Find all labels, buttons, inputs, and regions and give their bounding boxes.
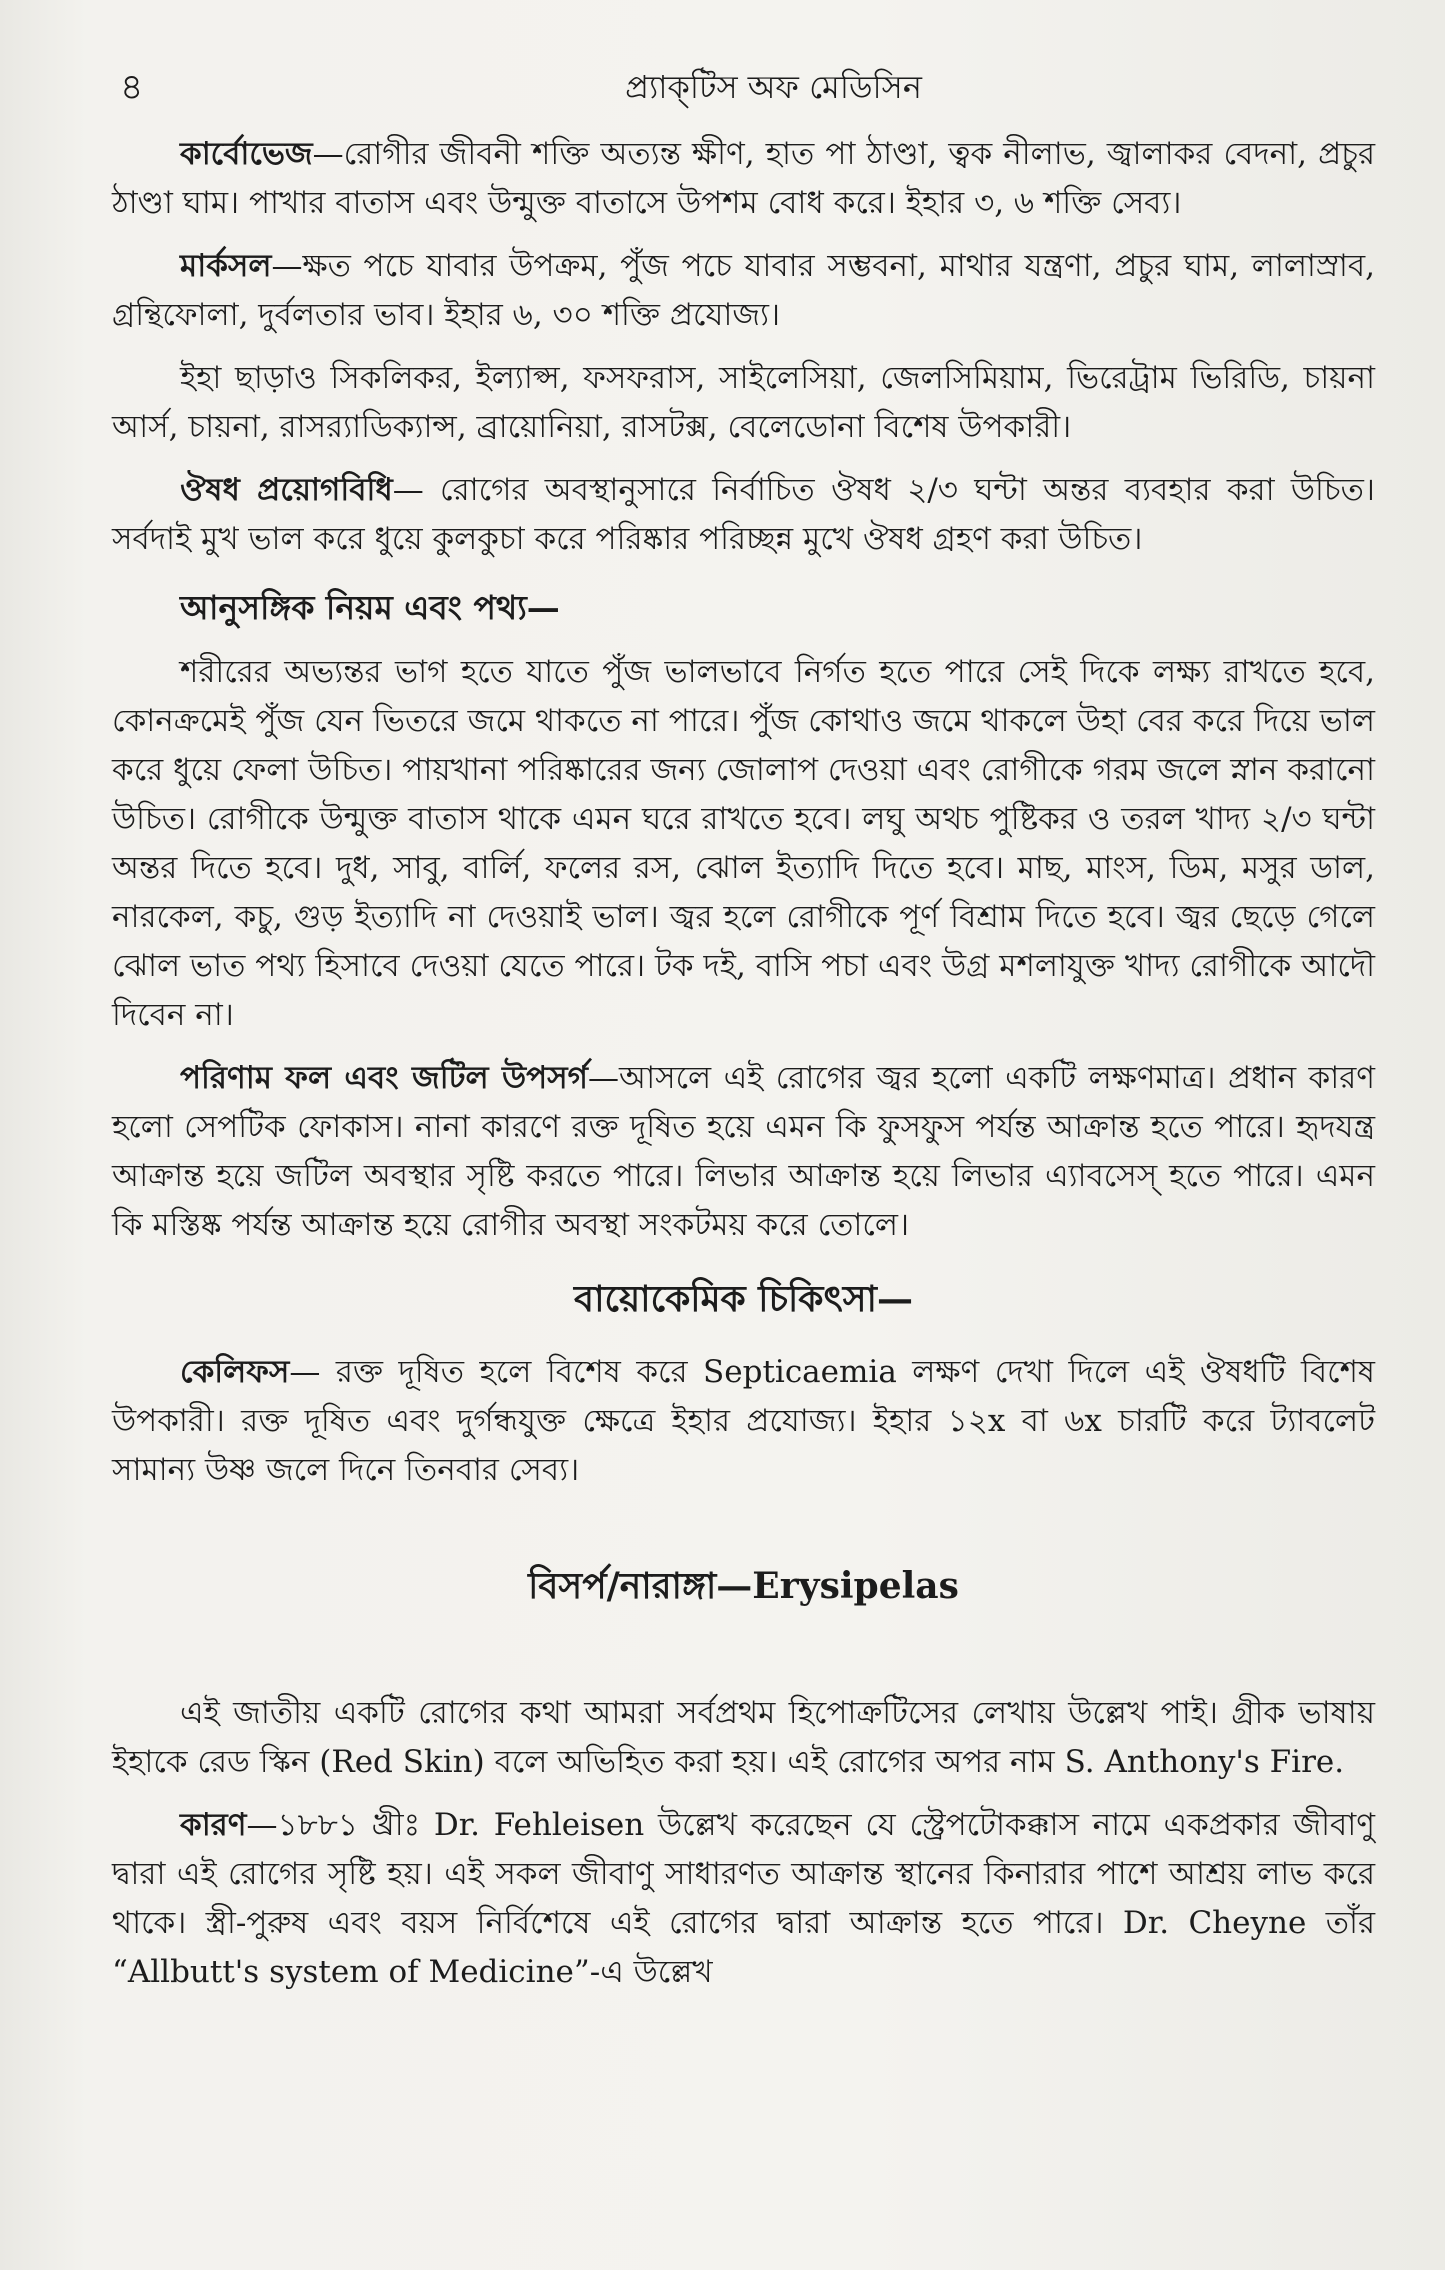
erysipelas-intro-paragraph: এই জাতীয় একটি রোগের কথা আমরা সর্বপ্রথম হিপোক্রটিসের লেখায় উল্লেখ পাই। গ্রীক ভাষায় ইহাকে রেড স্কিন (Red Skin) বলে অভিহিত করা হয়। এই রোগের অপর নাম S. Anthony's Fire. <box>112 1695 1375 1780</box>
complications-label: পরিণাম ফল এবং জটিল উপসর্গ <box>180 1060 588 1096</box>
biochemic-heading: বায়োকেমিক চিকিৎসা— <box>574 1278 913 1320</box>
administration-label: ঔষধ প্রয়োগবিধি <box>180 472 393 508</box>
complications-text: —আসলে এই রোগের জ্বর হলো একটি লক্ষণমাত্র। প্রধান কারণ হলো সেপটিক ফোকাস। নানা কারণে রক্ত দূষিত হয়ে এমন কি ফুসফুস পর্যন্ত আক্রান্ত হতে পারে। হৃদযন্ত্র আক্রান্ত হয়ে জটিল অবস্থার সৃষ্টি করতে পারে। লিভার আক্রান্ত হয়ে লিভার এ্যাবসেস্‌ হতে পারে। এমন কি মস্তিষ্ক পর্যন্ত আক্রান্ত হয়ে রোগীর অবস্থা সংকটময় করে তোলে। <box>112 1060 1375 1243</box>
remedy-paragraph <box>112 130 1375 228</box>
diet-paragraph: শরীরের অভ্যন্তর ভাগ হতে যাতে পুঁজ ভালভাবে নির্গত হতে পারে সেই দিকে লক্ষ্য রাখতে হবে, কোনক্রমেই পুঁজ যেন ভিতরে জমে থাকতে না পারে। পুঁজ কোথাও জমে থাকলে উহা বের করে দিয়ে ভাল করে ধুয়ে ফেলা উচিত। পায়খানা পরিষ্কারের জন্য জোলাপ দেওয়া এবং রোগীকে গরম জলে স্নান করানো উচিত। রোগীকে উন্মুক্ত বাতাস থাকে এমন ঘরে রাখতে হবে। লঘু অথচ পুষ্টিকর ও তরল খাদ্য ২/৩ ঘন্টা অন্তর দিতে হবে। দুধ, সাবু, বার্লি, ফলের রস, ঝোল ইত্যাদি দিতে হবে। মাছ, মাংস, ডিম, মসুর ডাল, নারকেল, কচু, গুড় ইত্যাদি না দেওয়াই ভাল। জ্বর হলে রোগীকে পূর্ণ বিশ্রাম দিতে হবে। জ্বর ছেড়ে গেলে ঝোল ভাত পথ্য হিসাবে দেওয়া যেতে পারে। টক দই, বাসি পচা এবং উগ্র মশলাযুক্ত খাদ্য রোগীকে আদৌ দিবেন না। <box>112 654 1375 1033</box>
biochemic-label: কেলিফস <box>180 1354 290 1390</box>
page-number: ৪ <box>120 67 144 108</box>
remedy-text: —রোগীর জীবনী শক্তি অত্যন্ত ক্ষীণ, হাত পা ঠাণ্ডা, ত্বক নীলাভ, জ্বালাকর বেদনা, প্রচুর ঠাণ্ডা ঘাম। পাখার বাতাস এবং উন্মুক্ত বাতাসে উপশম বোধ করে। ইহার ৩, ৬ শক্তি সেব্য। <box>112 136 1375 221</box>
biochemic-paragraph <box>112 1348 1375 1495</box>
erysipelas-cause-paragraph <box>112 1801 1375 1997</box>
remedy-paragraph <box>112 242 1375 340</box>
remedy-name: মার্কসল <box>180 248 272 284</box>
administration-text: — রোগের অবস্থানুসারে নির্বাচিত ঔষধ ২/৩ ঘন্টা অন্তর ব্যবহার করা উচিত। সর্বদাই মুখ ভাল করে ধুয়ে কুলকুচা করে পরিষ্কার পরিচ্ছন্ন মুখে ঔষধ গ্রহণ করা উচিত। <box>112 472 1375 557</box>
other-remedies-paragraph: ইহা ছাড়াও সিকলিকর, ইল্যাপ্স, ফসফরাস, সাইলেসিয়া, জেলসিমিয়াম, ভিরেট্রাম ভিরিডি, চায়না আর্স, চায়না, রাসর‍্যাডিক্যান্স, ব্রায়োনিয়া, রাসটক্স, বেলেডোনা বিশেষ উপকারী। <box>112 360 1375 445</box>
running-title: প্র্যাক্‌টিস অফ মেডিসিন <box>625 68 922 106</box>
biochemic-text: — রক্ত দূষিত হলে বিশেষ করে Septicaemia লক্ষণ দেখা দিলে এই ঔষধটি বিশেষ উপকারী। রক্ত দূষিত এবং দুর্গন্ধযুক্ত ক্ষেত্রে ইহার প্রযোজ্য। ইহার ১২x বা ৬x চারটি করে ট্যাবলেট সামান্য উষ্ণ জলে দিনে তিনবার সেব্য। <box>112 1354 1375 1488</box>
cause-text: —১৮৮১ খ্রীঃ Dr. Fehleisen উল্লেখ করেছেন যে স্ট্রেপটোকক্কাস নামে একপ্রকার জীবাণু দ্বারা এই রোগের সৃষ্টি হয়। এই সকল জীবাণু সাধারণত আক্রান্ত স্থানের কিনারার পাশে আশ্রয় লাভ করে থাকে। স্ত্রী-পুরুষ এবং বয়স নির্বিশেষে এই রোগের দ্বারা আক্রান্ত হতে পারে। Dr. Cheyne তাঁর “Allbutt's system of Medicine”-এ উল্লেখ <box>112 1807 1375 1990</box>
running-header <box>112 60 1375 130</box>
remedy-text: —ক্ষত পচে যাবার উপক্রম, পুঁজ পচে যাবার সম্ভবনা, মাথার যন্ত্রণা, প্রচুর ঘাম, লালাস্রাব, গ্রন্থিফোলা, দুর্বলতার ভাব। ইহার ৬, ৩০ শক্তি প্রযোজ্য। <box>112 248 1375 333</box>
remedy-name: কার্বোভেজ <box>180 136 313 172</box>
diet-heading: আনুসঙ্গিক নিয়ম এবং পথ্য— <box>180 588 560 627</box>
administration-paragraph <box>112 466 1375 564</box>
complications-paragraph <box>112 1054 1375 1250</box>
cause-label: কারণ <box>180 1807 247 1843</box>
erysipelas-heading: বিসর্প/নারাঙ্গা—Erysipelas <box>528 1565 959 1607</box>
